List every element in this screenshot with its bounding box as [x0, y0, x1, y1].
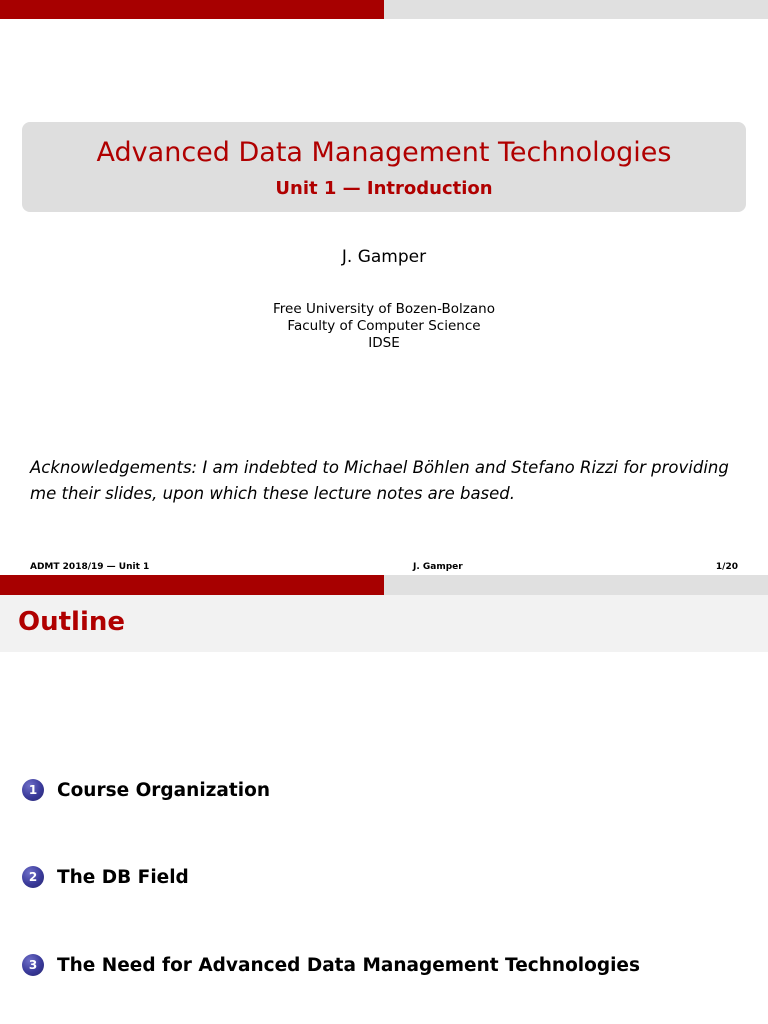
footer-course: ADMT 2018/19 — Unit 1: [30, 562, 150, 572]
author: J. Gamper: [341, 247, 427, 267]
frame-title-band: [0, 595, 768, 652]
toc-item-label: The Need for Advanced Data Management Technologies: [57, 954, 640, 976]
institute-line: Faculty of Computer Science: [287, 318, 481, 334]
institute: [0, 301, 768, 352]
number-badge-icon: 2: [22, 866, 44, 888]
title-box: [22, 122, 746, 212]
toc-item-label: The DB Field: [57, 866, 189, 888]
number-badge-icon: 1: [22, 779, 44, 801]
top-bar-progress: [0, 575, 384, 595]
frame-title: Outline: [18, 607, 126, 637]
outline-slide: [0, 575, 768, 1024]
footer-author: J. Gamper: [413, 562, 463, 572]
toc-item-need-for-admt[interactable]: [22, 953, 640, 977]
slide-footer: [0, 562, 768, 575]
toc-item-course-organization[interactable]: [22, 778, 270, 802]
toc-item-label: Course Organization: [57, 779, 270, 801]
presentation-subtitle: Unit 1 — Introduction: [275, 178, 493, 199]
number-badge-icon: 3: [22, 954, 44, 976]
institute-line: IDSE: [368, 335, 400, 351]
acknowledgements: Acknowledgements: I am indebted to Michael Böhlen and Stefano Rizzi for providing me their slides, upon which these lecture notes are based.: [30, 458, 729, 503]
toc-item-db-field[interactable]: [22, 865, 189, 889]
presentation-title: Advanced Data Management Technologies: [96, 137, 672, 168]
footer-page-number: 1/20: [715, 562, 738, 572]
top-bar-progress: [0, 0, 384, 19]
institute-line: Free University of Bozen-Bolzano: [273, 301, 495, 317]
